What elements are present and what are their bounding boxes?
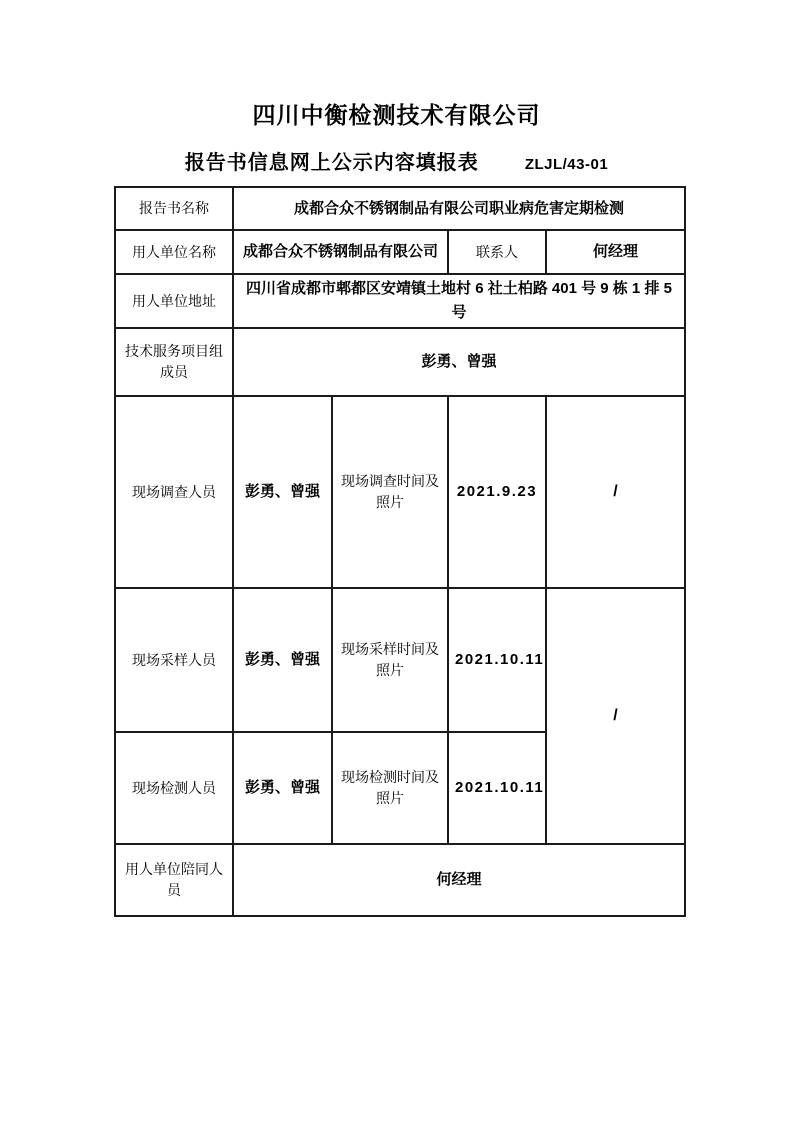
row-employer-name bbox=[115, 230, 685, 274]
row-report-name bbox=[115, 187, 685, 230]
employer-escort-label-cell: 用人单位陪同人员 bbox=[115, 844, 233, 916]
site-survey-personnel-cell: 彭勇、曾强 bbox=[233, 396, 332, 588]
row-site-survey bbox=[115, 396, 685, 588]
site-survey-photo-cell: / bbox=[546, 396, 685, 588]
form-code: ZLJL/43-01 bbox=[524, 156, 609, 173]
report-name-label-cell: 报告书名称 bbox=[115, 187, 233, 230]
row-project-team bbox=[115, 328, 685, 396]
site-survey-time-label-cell: 现场调查时间及照片 bbox=[332, 396, 448, 588]
contact-value-cell: 何经理 bbox=[546, 230, 685, 274]
project-team-value-cell: 彭勇、曾强 bbox=[233, 328, 685, 396]
report-info-table bbox=[114, 186, 686, 917]
form-title: 报告书信息网上公示内容填报表 bbox=[184, 152, 479, 174]
site-testing-time-label-cell: 现场检测时间及照片 bbox=[332, 732, 448, 844]
employer-name-value-cell: 成都合众不锈钢制品有限公司 bbox=[233, 230, 448, 274]
site-sampling-personnel-cell: 彭勇、曾强 bbox=[233, 588, 332, 732]
row-site-sampling bbox=[115, 588, 685, 732]
site-sampling-date-cell: 2021.10.11 bbox=[448, 588, 546, 732]
contact-label-cell: 联系人 bbox=[448, 230, 546, 274]
report-name-value-cell: 成都合众不锈钢制品有限公司职业病危害定期检测 bbox=[233, 187, 685, 230]
site-sampling-label-cell: 现场采样人员 bbox=[115, 588, 233, 732]
site-sampling-time-label-cell: 现场采样时间及照片 bbox=[332, 588, 448, 732]
site-testing-personnel-cell: 彭勇、曾强 bbox=[233, 732, 332, 844]
site-testing-date-cell: 2021.10.11 bbox=[448, 732, 546, 844]
employer-escort-value-cell: 何经理 bbox=[233, 844, 685, 916]
row-employer-address bbox=[115, 274, 685, 328]
sampling-testing-photo-cell: / bbox=[546, 588, 685, 844]
employer-address-label-cell: 用人单位地址 bbox=[115, 274, 233, 328]
project-team-label-cell: 技术服务项目组成员 bbox=[115, 328, 233, 396]
form-title-row bbox=[0, 146, 793, 182]
site-testing-label-cell: 现场检测人员 bbox=[115, 732, 233, 844]
company-title: 四川中衡检测技术有限公司 bbox=[252, 102, 541, 128]
site-survey-label-cell: 现场调查人员 bbox=[115, 396, 233, 588]
employer-address-value-cell: 四川省成都市郫都区安靖镇土地村 6 社土柏路 401 号 9 栋 1 排 5 号 bbox=[233, 274, 685, 328]
employer-name-label-cell: 用人单位名称 bbox=[115, 230, 233, 274]
row-employer-escort bbox=[115, 844, 685, 916]
site-survey-date-cell: 2021.9.23 bbox=[448, 396, 546, 588]
